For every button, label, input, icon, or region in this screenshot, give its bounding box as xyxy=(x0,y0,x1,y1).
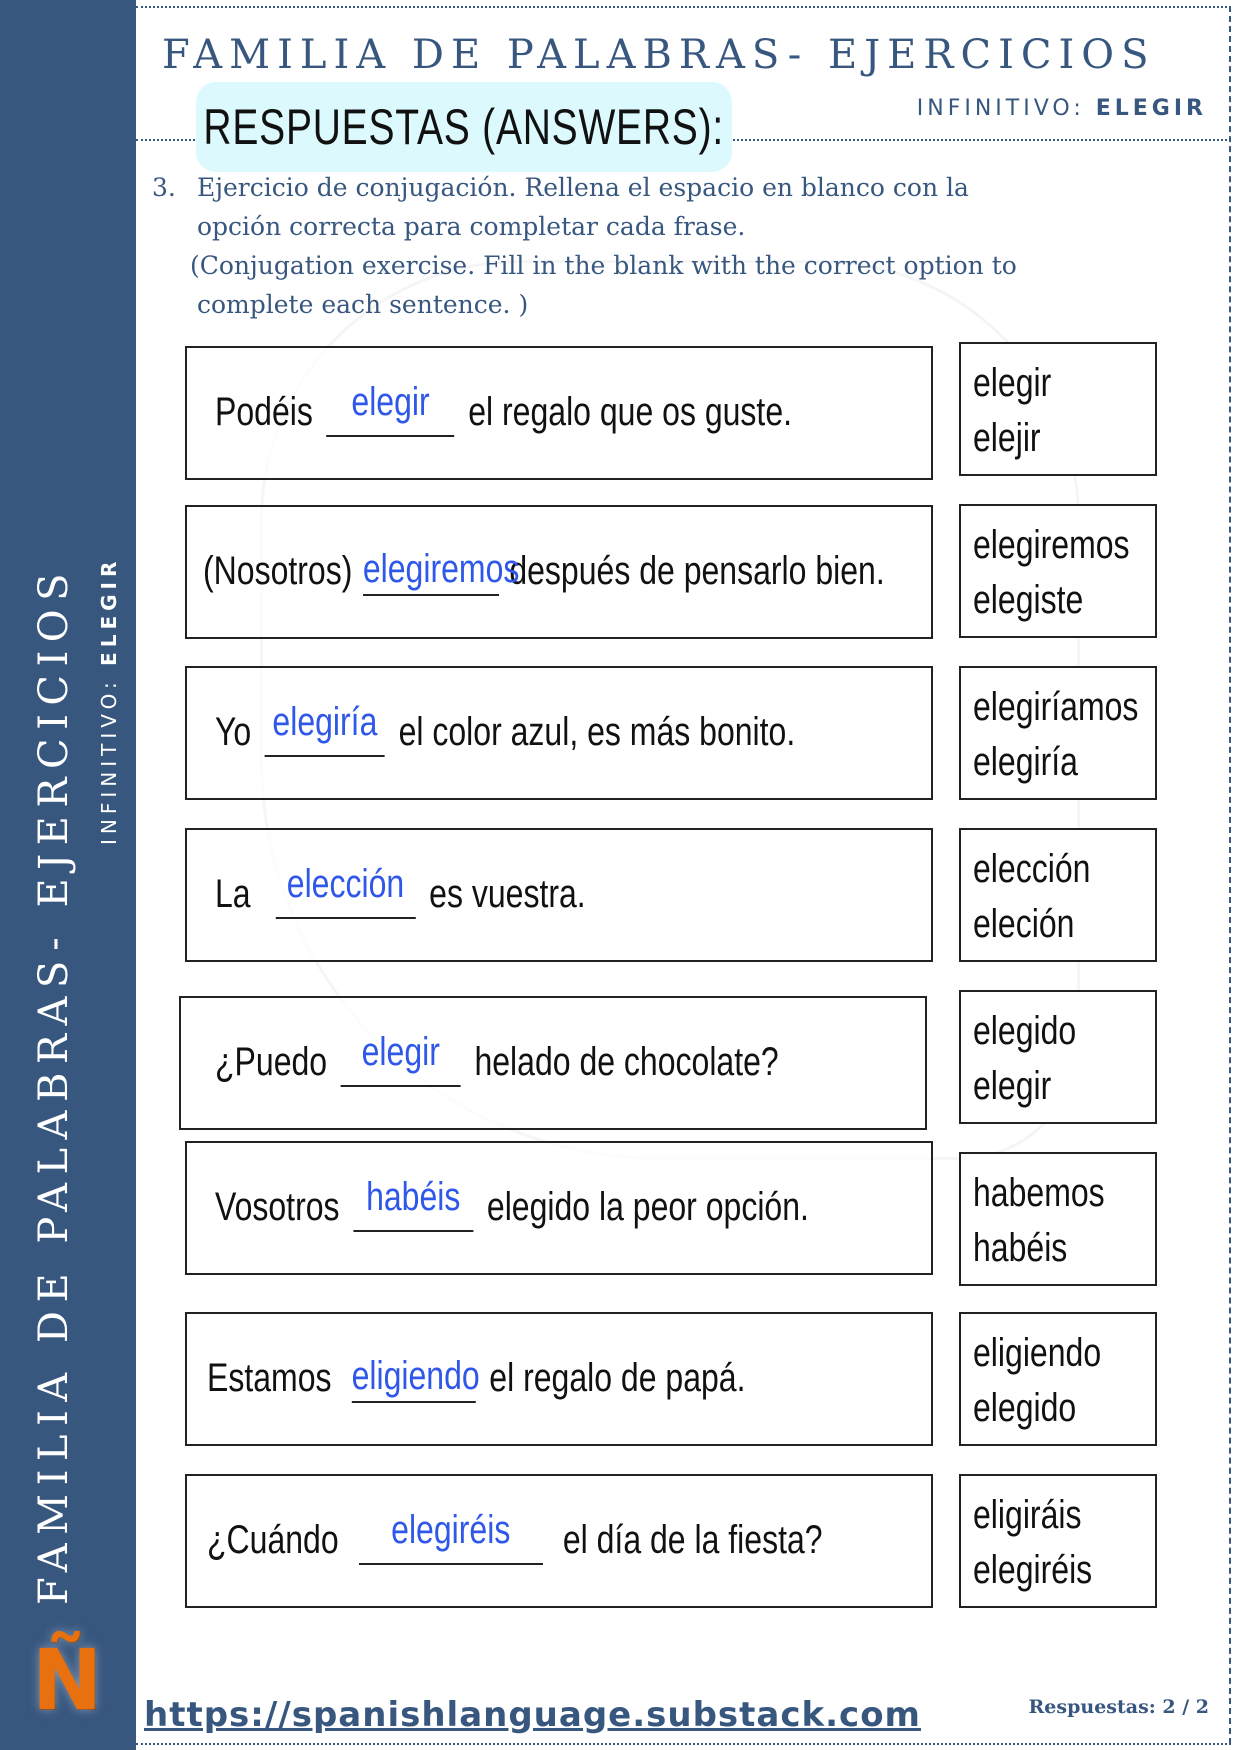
option: elegiste xyxy=(973,578,1084,622)
option: elección xyxy=(973,847,1091,891)
sidebar-vertical-subtitle: INFINITIVO: ELEGIR xyxy=(97,556,121,845)
sentence-box-4: La elección es vuestra. xyxy=(185,828,933,962)
answer-blank[interactable]: habéis xyxy=(353,1185,473,1232)
instructions-es-line2: opción correcta para completar cada frase. xyxy=(197,212,746,241)
bottom-dotted-divider xyxy=(136,1743,1231,1745)
exercise-number: 3. xyxy=(152,173,176,202)
substack-link[interactable]: https://spanishlanguage.substack.com xyxy=(144,1695,921,1735)
answer-blank[interactable]: elegiremos xyxy=(363,549,499,596)
options-box-4 xyxy=(959,828,1157,962)
answer-blank[interactable]: elegir xyxy=(341,1040,461,1087)
option: elegiremos xyxy=(973,523,1130,567)
sidebar-vertical-title: FAMILIA DE PALABRAS- EJERCICIOS xyxy=(31,564,77,1605)
option: habemos xyxy=(973,1171,1105,1215)
options-box-3 xyxy=(959,666,1157,800)
sentence-box-8: ¿Cuándo elegiréis el día de la fiesta? xyxy=(185,1474,933,1608)
sentence-box-5: ¿Puedo elegir helado de chocolate? xyxy=(179,996,927,1130)
sidebar xyxy=(0,0,136,1750)
options-box-5 xyxy=(959,990,1157,1124)
sentence-box-1: Podéis elegir el regalo que os guste. xyxy=(185,346,933,480)
options-box-2 xyxy=(959,504,1157,638)
page-title: FAMILIA DE PALABRAS- EJERCICIOS xyxy=(162,32,1156,78)
option: elegir xyxy=(973,361,1052,405)
option: elegiría xyxy=(973,740,1078,784)
option: elegido xyxy=(973,1009,1077,1053)
option: elejir xyxy=(973,416,1041,460)
sentence-box-2: (Nosotros) elegiremos después de pensarlo bien. xyxy=(185,505,933,639)
options-box-8 xyxy=(959,1474,1157,1608)
option: eligiendo xyxy=(973,1331,1102,1375)
answers-badge: RESPUESTAS (ANSWERS): xyxy=(196,82,732,172)
page-indicator: Respuestas: 2 / 2 xyxy=(1028,1696,1209,1718)
option: elegiréis xyxy=(973,1548,1093,1592)
infinitive-label: INFINITIVO: ELEGIR xyxy=(916,96,1207,121)
top-dotted-divider xyxy=(136,6,1231,8)
sentence-box-7: Estamos eligiendo el regalo de papá. xyxy=(185,1312,933,1446)
options-box-7 xyxy=(959,1312,1157,1446)
option: eligiráis xyxy=(973,1493,1082,1537)
option: eleción xyxy=(973,902,1075,946)
instructions-en-line1: (Conjugation exercise. Fill in the blank with the correct option to xyxy=(190,251,1017,280)
answer-blank[interactable]: elegiría xyxy=(265,710,385,757)
instructions-en-line2: complete each sentence. ) xyxy=(197,290,529,319)
option: elegir xyxy=(973,1064,1052,1108)
sentence-box-3: Yo elegiría el color azul, es más bonito. xyxy=(185,666,933,800)
exercise-instructions xyxy=(152,168,1222,324)
instructions-es-line1: Ejercicio de conjugación. Rellena el espacio en blanco con la xyxy=(197,173,969,202)
answer-blank[interactable]: elegiréis xyxy=(359,1518,543,1565)
sentence-box-6: Vosotros habéis elegido la peor opción. xyxy=(185,1141,933,1275)
n-tilde-logo-icon: Ñ xyxy=(31,1631,103,1729)
answer-blank[interactable]: eligiendo xyxy=(352,1356,476,1403)
right-dashed-border xyxy=(1229,6,1231,1744)
option: elegiríamos xyxy=(973,685,1139,729)
options-box-6 xyxy=(959,1152,1157,1286)
option: habéis xyxy=(973,1226,1068,1270)
answer-blank[interactable]: elegir xyxy=(327,390,455,437)
option: elegido xyxy=(973,1386,1077,1430)
options-box-1 xyxy=(959,342,1157,476)
answer-blank[interactable]: elección xyxy=(275,872,415,919)
